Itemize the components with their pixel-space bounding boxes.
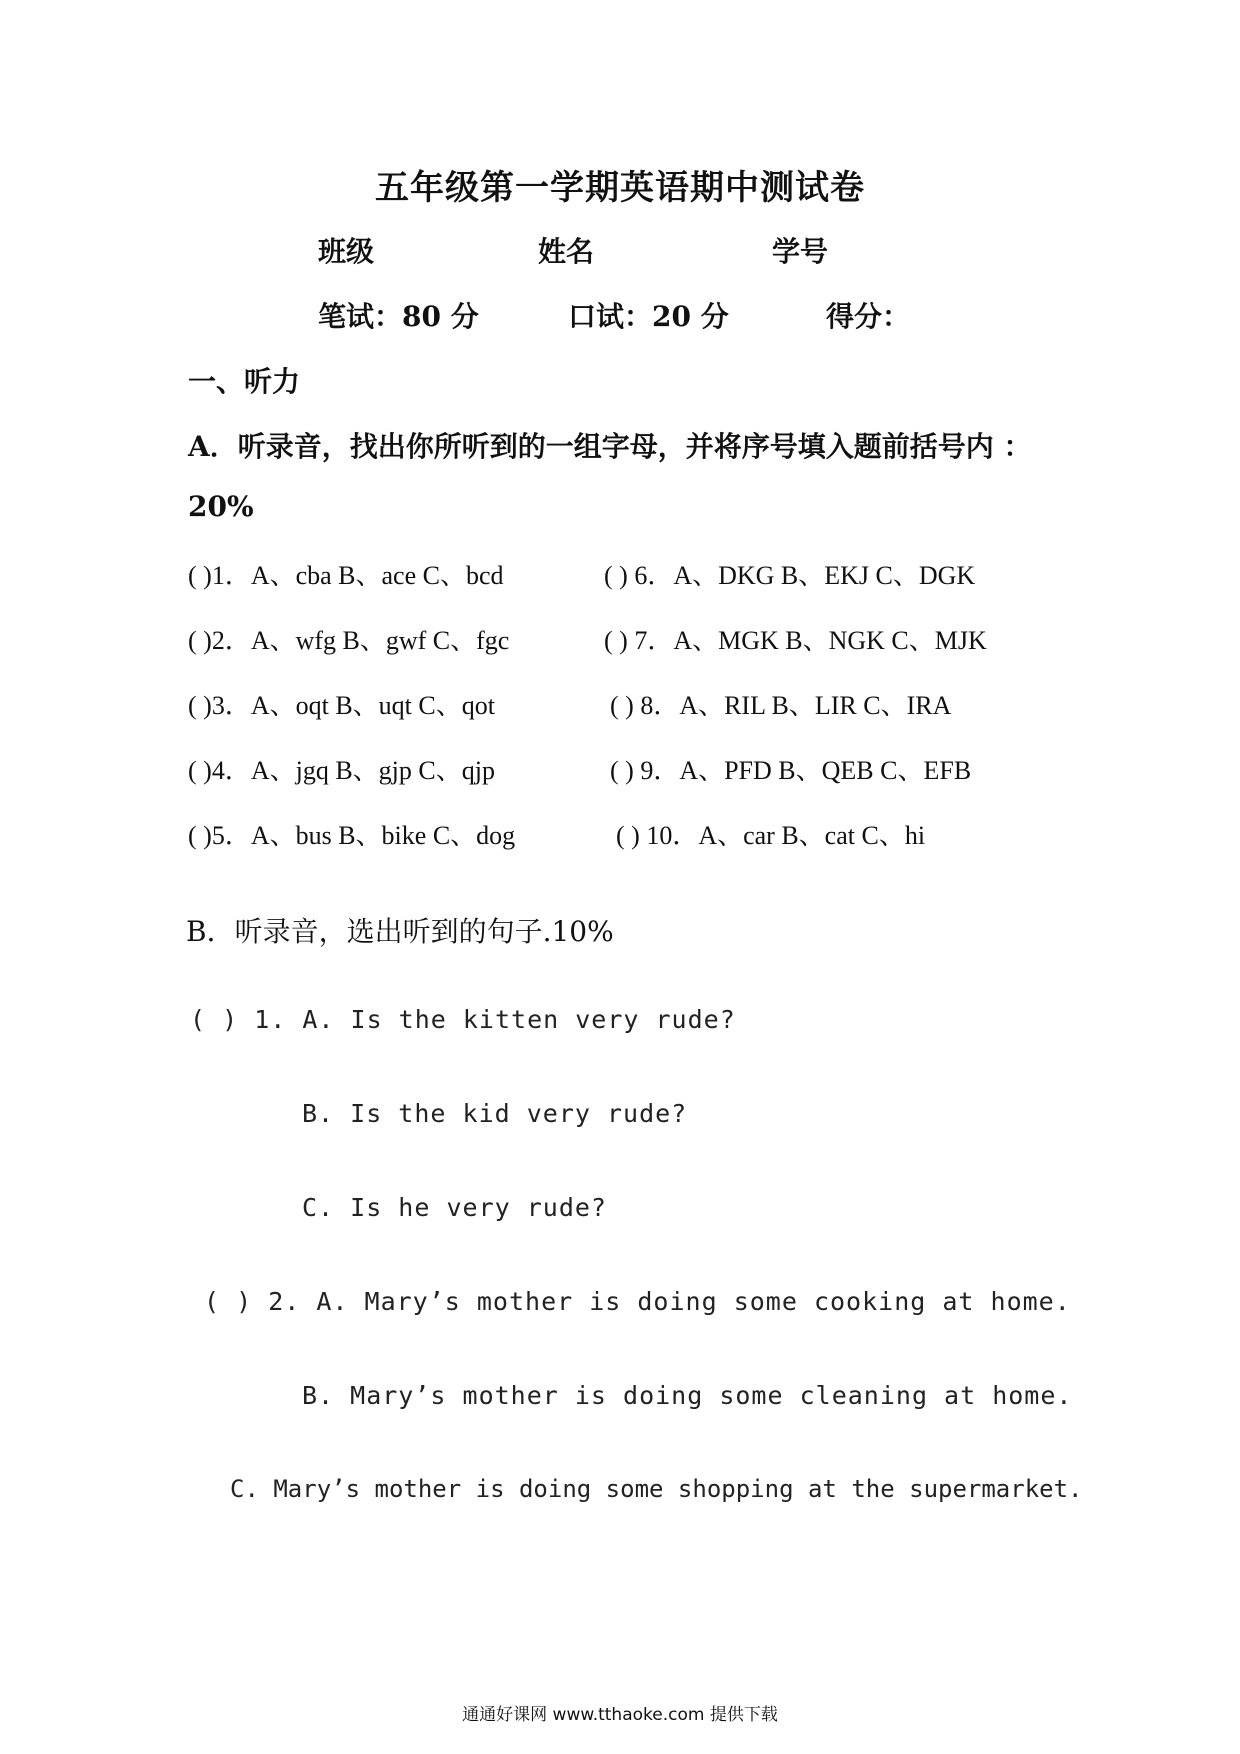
question-1-option-a: ( ) 1. A. Is the kitten very rude? — [190, 1005, 736, 1034]
list-item: ( ) 9．A、PFD B、QEB C、EFB — [610, 756, 972, 785]
list-item: ( ) 6．A、DKG B、EKJ C、DGK — [604, 561, 976, 590]
list-item: ( )1．A、cba B、ace C、bcd — [188, 561, 504, 590]
class-label: 班级 — [318, 235, 375, 268]
part-a-instruction: A．听录音，找出你所听到的一组字母，并将序号填入题前括号内 ： — [188, 430, 1032, 463]
page-title: 五年级第一学期英语期中测试卷 — [375, 168, 865, 208]
section-heading: 一、听力 — [188, 365, 301, 398]
question-2-option-a: ( ) 2. A. Mary’s mother is doing some cooking at home. — [204, 1287, 1071, 1316]
list-item: ( ) 8．A、RIL B、LIR C、IRA — [610, 691, 952, 720]
part-a-percent: 20% — [188, 490, 254, 523]
list-item: ( ) 10．A、car B、cat C、hi — [616, 821, 926, 850]
question-1-option-c: C. Is he very rude? — [302, 1193, 607, 1222]
student-id-label: 学号 — [772, 235, 829, 268]
page-footer: 通通好课网 www.tthaoke.com 提供下载 — [462, 1705, 778, 1725]
list-item: ( )3．A、oqt B、uqt C、qot — [188, 691, 495, 720]
total-score: 得分： — [826, 300, 911, 333]
question-2-option-b: B. Mary’s mother is doing some cleaning at home. — [302, 1381, 1073, 1410]
name-label: 姓名 — [538, 235, 595, 268]
list-item: ( )4．A、jgq B、gjp C、qjp — [188, 756, 495, 785]
list-item: ( ) 7．A、MGK B、NGK C、MJK — [604, 626, 987, 655]
part-b-instruction: B．听录音，选出听到的句子.10% — [186, 915, 614, 948]
question-1-option-b: B. Is the kid very rude? — [302, 1099, 688, 1128]
oral-score: 口试：20 分 — [568, 300, 729, 333]
list-item: ( )2．A、wfg B、gwf C、fgc — [188, 626, 510, 655]
list-item: ( )5．A、bus B、bike C、dog — [188, 821, 516, 850]
written-score: 笔试：80 分 — [318, 300, 479, 333]
question-2-option-c: C. Mary’s mother is doing some shopping at the supermarket. — [230, 1475, 1083, 1503]
